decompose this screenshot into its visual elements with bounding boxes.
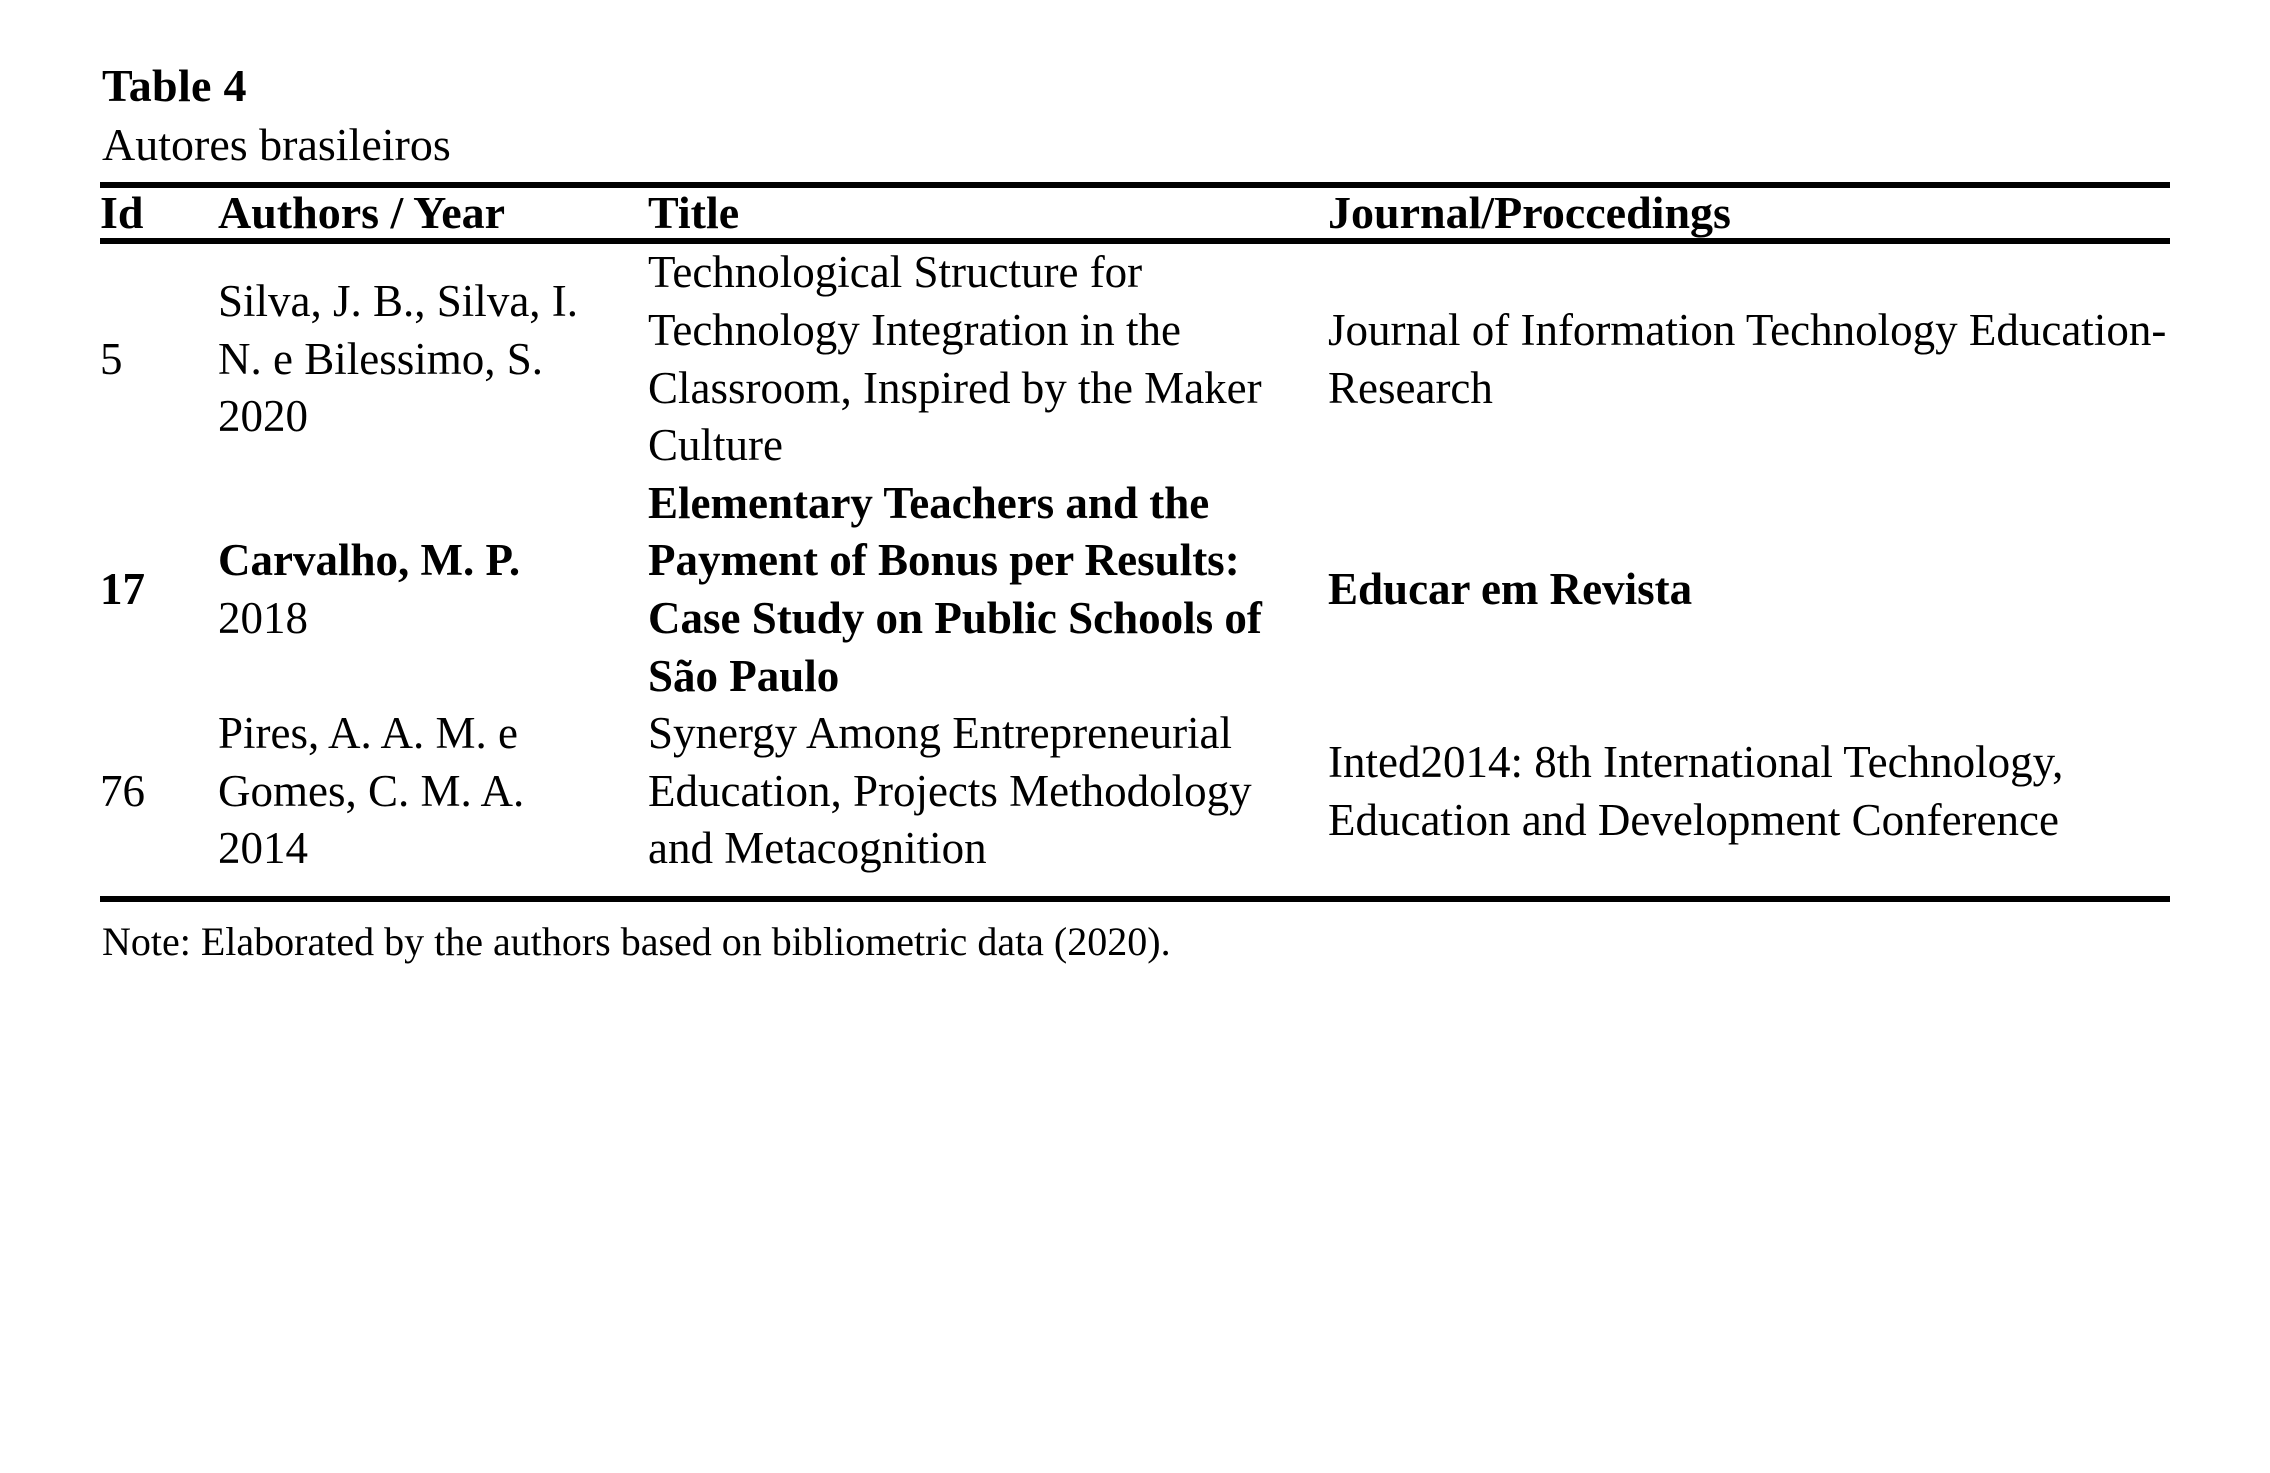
cell-title: Technological Structure for Technology Integration in the Classroom, Inspired by the Maker Culture	[648, 247, 1262, 471]
table-body	[100, 241, 2170, 899]
table-header	[100, 185, 2170, 242]
cell-id: 5	[100, 333, 123, 384]
table-row	[100, 705, 2170, 899]
cell-authors-year: Silva, J. B., Silva, I. N. e Bilessimo, S. 2020	[218, 276, 579, 442]
table-row	[100, 241, 2170, 474]
table-label: Table 4	[102, 60, 247, 111]
table-caption: Autores brasileiros	[102, 118, 451, 170]
cell-journal: Educar em Revista	[1328, 564, 1693, 615]
column-header-authors-year: Authors / Year	[218, 185, 648, 242]
table-row	[100, 475, 2170, 705]
cell-journal: Inted2014: 8th International Technology, Education and Development Conference	[1328, 705, 2170, 899]
column-header-id: Id	[100, 185, 218, 242]
cell-id: 76	[100, 705, 218, 899]
cell-journal: Journal of Information Technology Education-Research	[1328, 304, 2167, 413]
table-header-row	[100, 185, 2170, 242]
cell-id: 17	[100, 564, 145, 615]
column-header-title: Title	[648, 185, 1328, 242]
cell-title: Synergy Among Entrepreneurial Education, Projects Methodology and Metacognition	[648, 705, 1328, 899]
cell-title: Elementary Teachers and the Payment of Bonus per Results: Case Study on Public Schools of São Paulo	[648, 477, 1262, 701]
cell-authors-year: Pires, A. A. M. e Gomes, C. M. A. 2014	[218, 705, 648, 899]
column-header-journal: Journal/Proccedings	[1328, 185, 2170, 242]
cell-authors-name: Carvalho, M. P.	[218, 535, 521, 586]
cell-authors-year-value: 2018	[218, 592, 308, 643]
cell-authors-year	[218, 475, 648, 705]
table-note: Note: Elaborated by the authors based on bibliometric data (2020).	[102, 918, 1171, 964]
data-table	[100, 182, 2170, 902]
